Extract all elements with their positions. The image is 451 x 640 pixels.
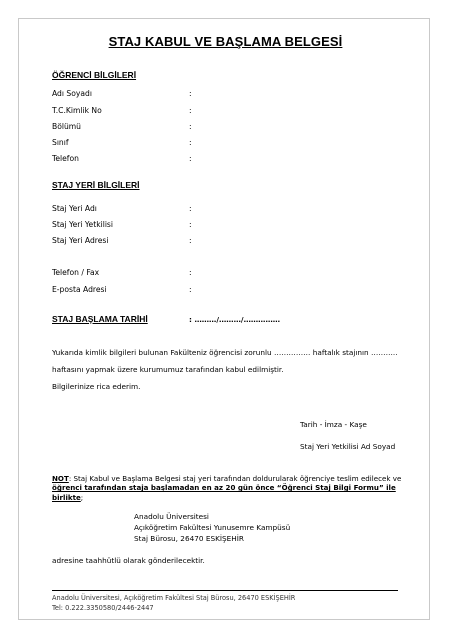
- workplace-section-heading: STAJ YERİ BİLGİLERİ: [52, 180, 140, 190]
- footer-line-2: Tel: 0.222.3350580/2446-2447: [52, 604, 154, 612]
- footer-line-1: Anadolu Üniversitesi, Açıköğretim Fakültesi Staj Bürosu, 26470 ESKİŞEHİR: [52, 594, 296, 602]
- field-colon: :: [189, 106, 192, 115]
- field-label: Telefon: [52, 154, 79, 163]
- address-line-3: Staj Bürosu, 26470 ESKİŞEHİR: [134, 534, 244, 543]
- address-line-2: Açıköğretim Fakültesi Yunusemre Kampüsü: [134, 523, 291, 532]
- footer-divider: [52, 590, 398, 591]
- field-colon: :: [189, 138, 192, 147]
- field-label: Sınıf: [52, 138, 69, 147]
- note-bold-text: öğrenci tarafından staja başlamadan en az 20 gün önce “Öğrenci Staj Bilgi Formu” ile birlikte: [52, 483, 396, 502]
- field-label: Bölümü: [52, 122, 81, 131]
- start-date-label: STAJ BAŞLAMA TARİHİ: [52, 314, 148, 324]
- note-text-2: ;: [80, 492, 84, 502]
- closing-line: adresine taahhütlü olarak gönderilecektir.: [52, 556, 205, 565]
- body-line-1: Yukarıda kimlik bilgileri bulunan Fakülteniz öğrencisi zorunlu …………… haftalık stajının ………..: [52, 348, 398, 357]
- body-line-2: haftasını yapmak üzere kurumumuz tarafından kabul edilmiştir.: [52, 365, 284, 374]
- note-paragraph: [52, 474, 412, 502]
- note-text-1: : Staj Kabul ve Başlama Belgesi staj yeri tarafından doldurularak öğrenciye teslim edilecek ve: [68, 474, 402, 483]
- field-colon: :: [189, 285, 192, 294]
- document-title: STAJ KABUL VE BAŞLAMA BELGESİ: [108, 34, 343, 49]
- start-date-value: : ………/………/……………: [189, 315, 281, 324]
- note-prefix: NOT: [52, 474, 69, 483]
- field-colon: :: [189, 220, 192, 229]
- field-label: T.C.Kimlik No: [52, 106, 102, 115]
- field-colon: :: [189, 122, 192, 131]
- field-colon: :: [189, 204, 192, 213]
- field-label: Adı Soyadı: [52, 89, 92, 98]
- address-line-1: Anadolu Üniversitesi: [134, 512, 209, 521]
- field-label: Staj Yeri Adresi: [52, 236, 109, 245]
- field-colon: :: [189, 268, 192, 277]
- signature-line-2: Staj Yeri Yetkilisi Ad Soyad: [300, 442, 396, 451]
- field-label: Telefon / Fax: [52, 268, 100, 277]
- field-colon: :: [189, 236, 192, 245]
- student-section-heading: ÖĞRENCİ BİLGİLERİ: [52, 70, 137, 80]
- field-label: Staj Yeri Yetkilisi: [52, 220, 113, 229]
- field-label: Staj Yeri Adı: [52, 204, 97, 213]
- field-colon: :: [189, 154, 192, 163]
- field-label: E-posta Adresi: [52, 285, 107, 294]
- body-line-3: Bilgilerinize rica ederim.: [52, 382, 141, 391]
- signature-line-1: Tarih - İmza - Kaşe: [300, 420, 367, 429]
- field-colon: :: [189, 89, 192, 98]
